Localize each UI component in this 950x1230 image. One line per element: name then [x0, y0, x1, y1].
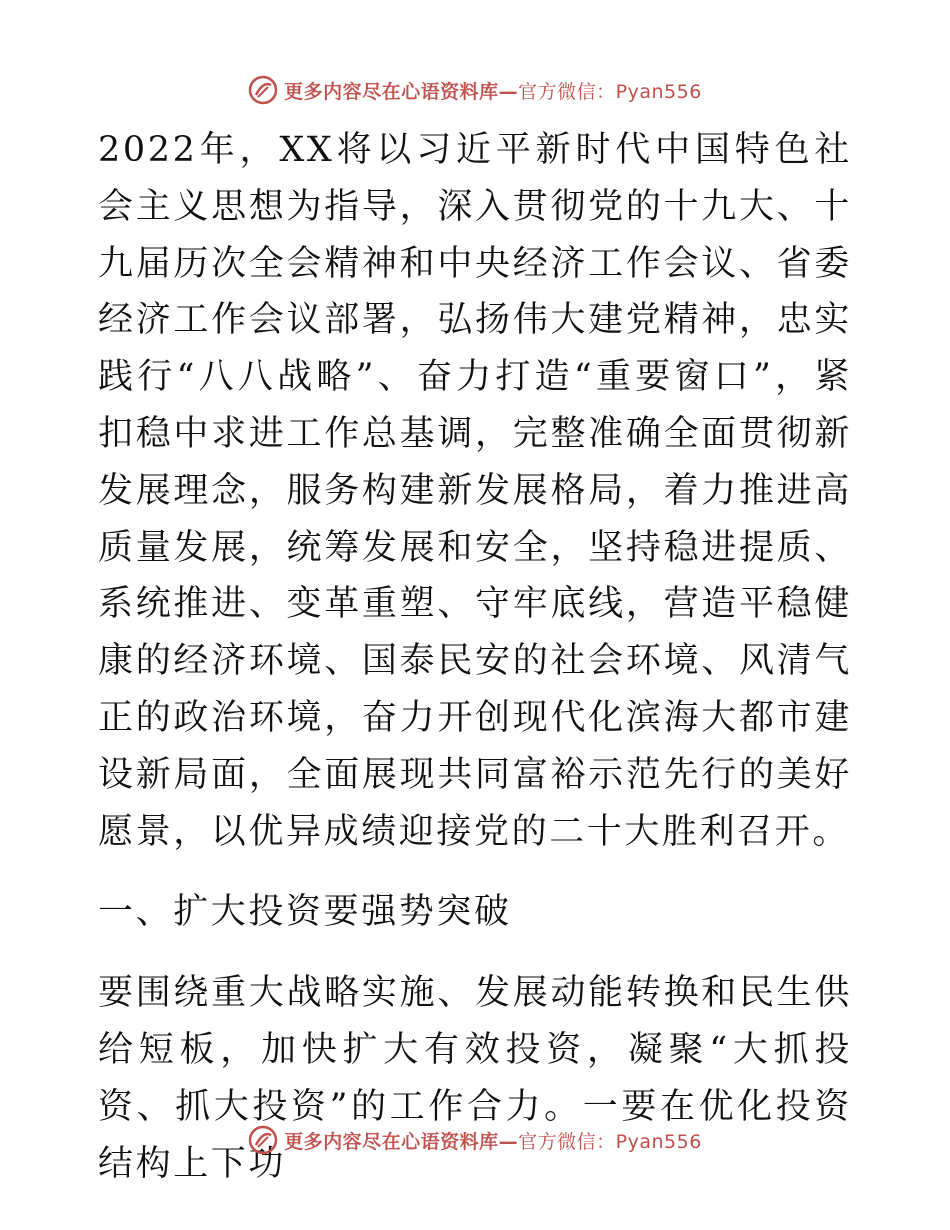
banner-text	[284, 77, 702, 104]
section-heading: 一、扩大投资要强势突破	[98, 892, 512, 933]
banner-text	[284, 1127, 702, 1154]
logo-icon	[248, 75, 278, 105]
logo-icon	[248, 1125, 278, 1155]
intro-paragraph: 2022年，XX将以习近平新时代中国特色社会主义思想为指导，深入贯彻党的十九大、十九届历次全会精神和中央经济工作会议、省委经济工作会议部署，弘扬伟大建党精神，忠实践行“八八战略”、奋力打造“重要窗口”，紧扣稳中求进工作总基调，完整准确全面贯彻新发展理念，服务构建新发展格局，着力推进高质量发展，统筹发展和安全，坚持稳进提质、系统推进、变革重塑、守牢底线，营造平稳健康的经济环境、国泰民安的社会环境、风清气正的政治环境，奋力开创现代化滨海大都市建设新局面，全面展现共同富裕示范先行的美好愿景，以优异成绩迎接党的二十大胜利召开。	[98, 130, 852, 852]
banner-site-text: 更多内容尽在心语资料库—	[284, 1130, 519, 1153]
footer-banner	[0, 1120, 950, 1160]
banner-wechat-text: 官方微信：Pyan556	[518, 1130, 702, 1153]
banner-wechat-text: 官方微信：Pyan556	[518, 80, 702, 103]
document-body	[98, 122, 852, 1192]
header-banner	[0, 70, 950, 110]
section-paragraph: 要围绕重大战略实施、发展动能转换和民生供给短板，加快扩大有效投资，凝聚“大抓投资、抓大投资”的工作合力。一要在优化投资结构上下功	[98, 973, 852, 1184]
banner-site-text: 更多内容尽在心语资料库—	[284, 80, 519, 103]
